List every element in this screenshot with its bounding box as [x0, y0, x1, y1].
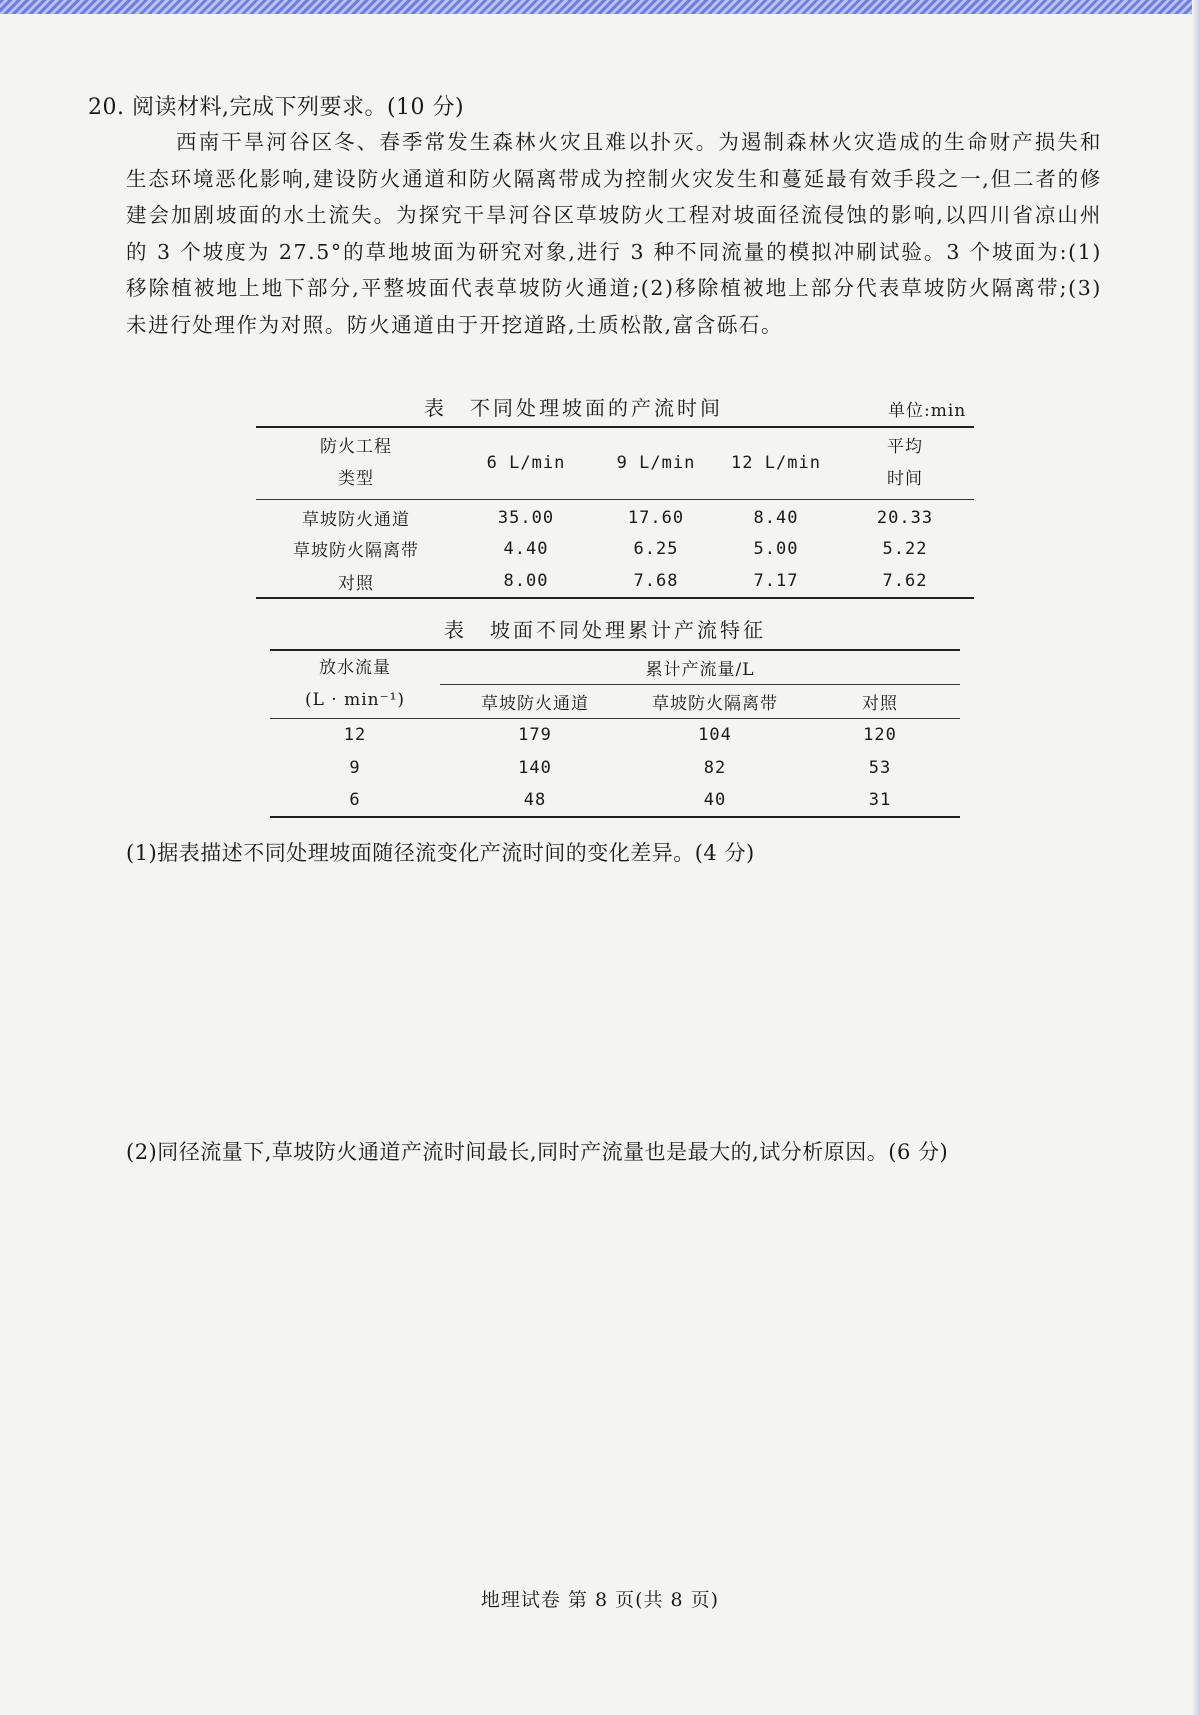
runoff-time-table [256, 426, 974, 599]
header-fire-road: 草坡防火通道 [440, 684, 630, 718]
header-average-time [836, 427, 974, 499]
page-footer: 地理试卷 第 8 页(共 8 页) [480, 1589, 720, 1611]
cell-12: 5.00 [753, 538, 799, 559]
cell-9: 7.68 [633, 571, 679, 591]
cell-9: 6.25 [633, 538, 679, 559]
sub-question-2: (2)同径流量下,草坡防火通道产流时间最长,同时产流量也是最大的,试分析原因。(6 分) [126, 1140, 949, 1164]
cell-flow: 12 [343, 724, 367, 745]
cell-fire-break: 104 [698, 724, 732, 745]
cell-6: 8.00 [503, 571, 549, 591]
cell-type: 草坡防火隔离带 [293, 541, 419, 561]
cell-flow: 9 [349, 757, 361, 778]
table-header-row [256, 427, 974, 499]
cell-6: 35.00 [497, 507, 555, 528]
cell-control: 53 [868, 757, 892, 778]
scan-top-edge [0, 0, 1200, 14]
cell-avg: 7.62 [882, 571, 928, 591]
sub-question-1: (1)据表描述不同处理坡面随径流变化产流时间的变化差异。(4 分) [126, 841, 755, 865]
cell-control: 31 [868, 790, 892, 810]
header-flow-rate [270, 650, 440, 718]
header-flow-rate-line2: (L · min⁻¹) [304, 690, 406, 711]
cell-flow: 6 [349, 790, 361, 810]
header-control: 对照 [800, 684, 960, 718]
cell-avg: 20.33 [876, 507, 934, 528]
table-row [256, 532, 974, 565]
table2-caption: 表 坡面不同处理累计产流特征 [444, 618, 766, 642]
question-title: 20. 阅读材料,完成下列要求。(10 分) [88, 95, 465, 120]
cell-type: 草坡防火通道 [302, 510, 410, 531]
cell-fire-road: 179 [518, 724, 552, 745]
table-row [270, 784, 960, 817]
cell-12: 8.40 [753, 507, 799, 528]
header-fire-break: 草坡防火隔离带 [630, 684, 800, 718]
header-average-time-line1: 平均 [887, 437, 923, 458]
question-material: 西南干旱河谷区冬、春季常发生森林火灾且难以扑灭。为遏制森林火灾造成的生命财产损失和生态环境恶化影响,建设防火通道和防火隔离带成为控制火灾发生和蔓延最有效手段之一,但二者的修建会加剧坡面的水土流失。为探究干旱河谷区草坡防火工程对坡面径流侵蚀的影响,以四川省凉山州的 3 个坡度为 27.5°的草地坡面为研究对象,进行 3 种不同流量的模拟冲刷试验。3 个坡面为:(1)移除植被地上地下部分,平整坡面代表草坡防火通道;(2)移除植被地上部分代表草坡防火隔离带;(3)未进行处理作为对照。防火通道由于开挖道路,土质松散,富含砾石。 [126, 130, 1102, 337]
header-12-lmin: 12 L/min [716, 427, 836, 499]
cell-type: 对照 [338, 573, 374, 594]
cell-fire-road: 140 [518, 757, 552, 778]
header-9-lmin: 9 L/min [596, 427, 716, 499]
table-header-row [270, 650, 960, 684]
table1-unit: 单位:min [888, 401, 967, 421]
cell-avg: 5.22 [882, 538, 928, 559]
cell-fire-break: 40 [703, 790, 727, 810]
header-treatment-type [256, 427, 456, 499]
cell-fire-break: 82 [703, 757, 727, 778]
header-treatment-type-line1: 防火工程 [320, 437, 392, 458]
scan-right-edge [1192, 0, 1200, 1715]
header-flow-rate-line1: 放水流量 [319, 658, 391, 679]
cell-12: 7.17 [753, 571, 799, 591]
header-cumulative-runoff: 累计产流量/L [440, 650, 960, 684]
table-row [270, 718, 960, 751]
table-row [270, 751, 960, 784]
cell-9: 17.60 [627, 507, 685, 528]
cell-6: 4.40 [503, 538, 549, 559]
cumulative-runoff-table [270, 649, 960, 818]
header-6-lmin: 6 L/min [456, 427, 596, 499]
header-treatment-type-line2: 类型 [338, 469, 374, 490]
cell-fire-road: 48 [523, 790, 547, 810]
table-row [256, 499, 974, 532]
table-row [256, 565, 974, 598]
table1-caption: 表 不同处理坡面的产流时间 [424, 396, 723, 420]
cell-control: 120 [863, 724, 897, 745]
header-average-time-line2: 时间 [887, 469, 923, 490]
